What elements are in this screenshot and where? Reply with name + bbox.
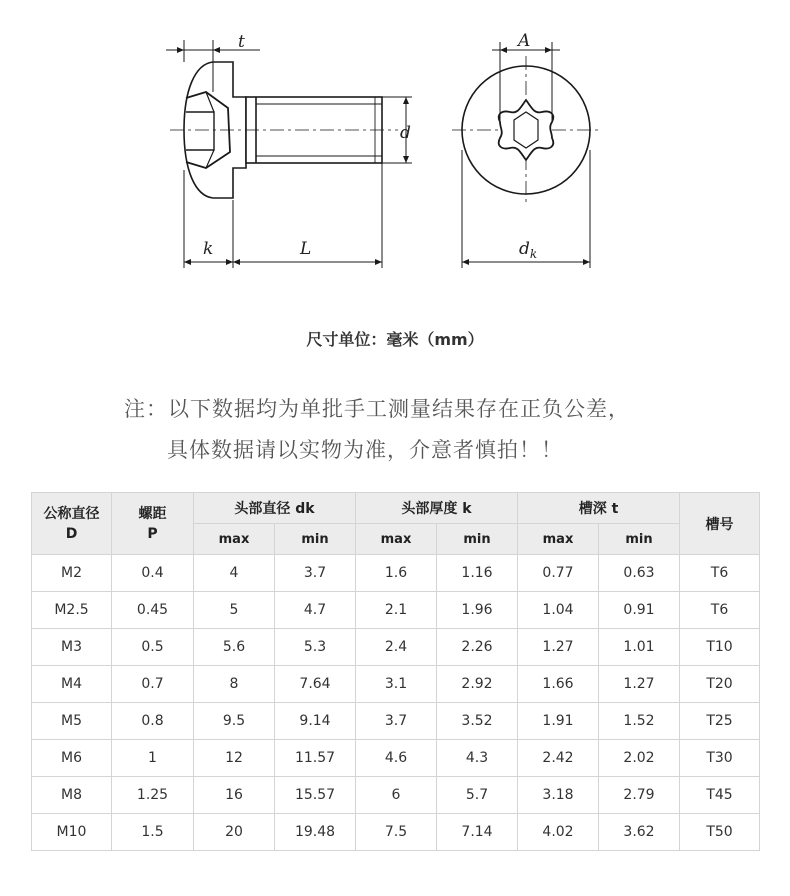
cell-head-dia-max: 5.6 xyxy=(194,629,275,666)
cell-head-thick-min: 2.26 xyxy=(437,629,518,666)
header-head-thickness: 头部厚度 k xyxy=(356,493,518,524)
cell-head-thick-max: 1.6 xyxy=(356,555,437,592)
cell-slot-depth-max: 4.02 xyxy=(518,814,599,851)
cell-nominal-diameter: M5 xyxy=(32,703,112,740)
cell-slot-number: T45 xyxy=(680,777,760,814)
cell-slot-depth-max: 3.18 xyxy=(518,777,599,814)
cell-head-thick-min: 4.3 xyxy=(437,740,518,777)
cell-head-thick-min: 1.16 xyxy=(437,555,518,592)
cell-slot-depth-min: 2.79 xyxy=(599,777,680,814)
cell-head-dia-max: 16 xyxy=(194,777,275,814)
cell-head-dia-max: 5 xyxy=(194,592,275,629)
table-row xyxy=(32,740,760,777)
cell-pitch: 0.7 xyxy=(112,666,194,703)
cell-head-thick-min: 3.52 xyxy=(437,703,518,740)
header-max: max xyxy=(356,524,437,555)
cell-head-thick-max: 2.4 xyxy=(356,629,437,666)
cell-head-dia-max: 4 xyxy=(194,555,275,592)
dim-label-d: d xyxy=(400,123,411,143)
cell-head-dia-max: 20 xyxy=(194,814,275,851)
cell-head-thick-max: 3.1 xyxy=(356,666,437,703)
screw-technical-drawing xyxy=(0,0,790,300)
cell-slot-number: T6 xyxy=(680,592,760,629)
cell-head-dia-min: 3.7 xyxy=(275,555,356,592)
cell-slot-depth-max: 0.77 xyxy=(518,555,599,592)
cell-head-thick-min: 2.92 xyxy=(437,666,518,703)
cell-slot-number: T50 xyxy=(680,814,760,851)
cell-head-dia-max: 8 xyxy=(194,666,275,703)
cell-head-dia-min: 15.57 xyxy=(275,777,356,814)
cell-head-dia-min: 5.3 xyxy=(275,629,356,666)
spec-table xyxy=(31,492,760,851)
header-nominal-diameter: 公称直径 D xyxy=(32,493,112,555)
cell-slot-depth-min: 3.62 xyxy=(599,814,680,851)
table-row xyxy=(32,777,760,814)
cell-head-thick-max: 2.1 xyxy=(356,592,437,629)
dim-label-t: t xyxy=(238,32,245,52)
cell-slot-depth-min: 0.91 xyxy=(599,592,680,629)
cell-pitch: 0.45 xyxy=(112,592,194,629)
cell-nominal-diameter: M2.5 xyxy=(32,592,112,629)
cell-slot-number: T30 xyxy=(680,740,760,777)
header-min: min xyxy=(437,524,518,555)
note-line-2: 具体数据请以实物为准，介意者慎拍！！ xyxy=(167,438,563,462)
cell-pitch: 0.4 xyxy=(112,555,194,592)
cell-head-dia-min: 9.14 xyxy=(275,703,356,740)
table-row xyxy=(32,592,760,629)
cell-head-dia-max: 9.5 xyxy=(194,703,275,740)
table-row xyxy=(32,666,760,703)
cell-slot-number: T6 xyxy=(680,555,760,592)
cell-slot-depth-max: 1.66 xyxy=(518,666,599,703)
cell-slot-depth-min: 1.27 xyxy=(599,666,680,703)
cell-slot-depth-min: 1.01 xyxy=(599,629,680,666)
cell-nominal-diameter: M6 xyxy=(32,740,112,777)
table-row xyxy=(32,629,760,666)
header-head-diameter: 头部直径 dk xyxy=(194,493,356,524)
cell-head-thick-max: 3.7 xyxy=(356,703,437,740)
cell-head-dia-min: 11.57 xyxy=(275,740,356,777)
table-row xyxy=(32,703,760,740)
cell-head-thick-min: 5.7 xyxy=(437,777,518,814)
table-row xyxy=(32,814,760,851)
cell-slot-depth-max: 1.04 xyxy=(518,592,599,629)
dim-label-dk: $d_k$ xyxy=(519,239,538,261)
cell-head-thick-max: 4.6 xyxy=(356,740,437,777)
cell-head-thick-min: 1.96 xyxy=(437,592,518,629)
cell-head-dia-max: 12 xyxy=(194,740,275,777)
cell-slot-depth-min: 0.63 xyxy=(599,555,680,592)
header-slot-depth: 槽深 t xyxy=(518,493,680,524)
cell-head-thick-max: 7.5 xyxy=(356,814,437,851)
cell-head-dia-min: 7.64 xyxy=(275,666,356,703)
cell-head-thick-min: 7.14 xyxy=(437,814,518,851)
header-pitch: 螺距 P xyxy=(112,493,194,555)
dim-label-A: A xyxy=(518,31,531,51)
cell-nominal-diameter: M4 xyxy=(32,666,112,703)
cell-pitch: 1.25 xyxy=(112,777,194,814)
cell-nominal-diameter: M8 xyxy=(32,777,112,814)
note-line-1: 注：以下数据均为单批手工测量结果存在正负公差， xyxy=(124,397,630,421)
cell-nominal-diameter: M10 xyxy=(32,814,112,851)
cell-slot-depth-max: 1.91 xyxy=(518,703,599,740)
table-row xyxy=(32,555,760,592)
header-slot-number: 槽号 xyxy=(680,493,760,555)
cell-slot-depth-max: 1.27 xyxy=(518,629,599,666)
cell-head-dia-min: 19.48 xyxy=(275,814,356,851)
dim-label-k: k xyxy=(203,239,214,259)
cell-nominal-diameter: M3 xyxy=(32,629,112,666)
cell-slot-number: T20 xyxy=(680,666,760,703)
cell-nominal-diameter: M2 xyxy=(32,555,112,592)
cell-pitch: 0.5 xyxy=(112,629,194,666)
cell-slot-depth-max: 2.42 xyxy=(518,740,599,777)
cell-pitch: 1 xyxy=(112,740,194,777)
header-max: max xyxy=(194,524,275,555)
cell-pitch: 1.5 xyxy=(112,814,194,851)
cell-head-thick-max: 6 xyxy=(356,777,437,814)
cell-slot-depth-min: 1.52 xyxy=(599,703,680,740)
header-min: min xyxy=(599,524,680,555)
header-max: max xyxy=(518,524,599,555)
cell-pitch: 0.8 xyxy=(112,703,194,740)
cell-head-dia-min: 4.7 xyxy=(275,592,356,629)
units-caption: 尺寸单位：毫米（mm） xyxy=(306,330,484,349)
cell-slot-number: T25 xyxy=(680,703,760,740)
header-min: min xyxy=(275,524,356,555)
dim-label-L: L xyxy=(300,239,312,259)
cell-slot-number: T10 xyxy=(680,629,760,666)
cell-slot-depth-min: 2.02 xyxy=(599,740,680,777)
